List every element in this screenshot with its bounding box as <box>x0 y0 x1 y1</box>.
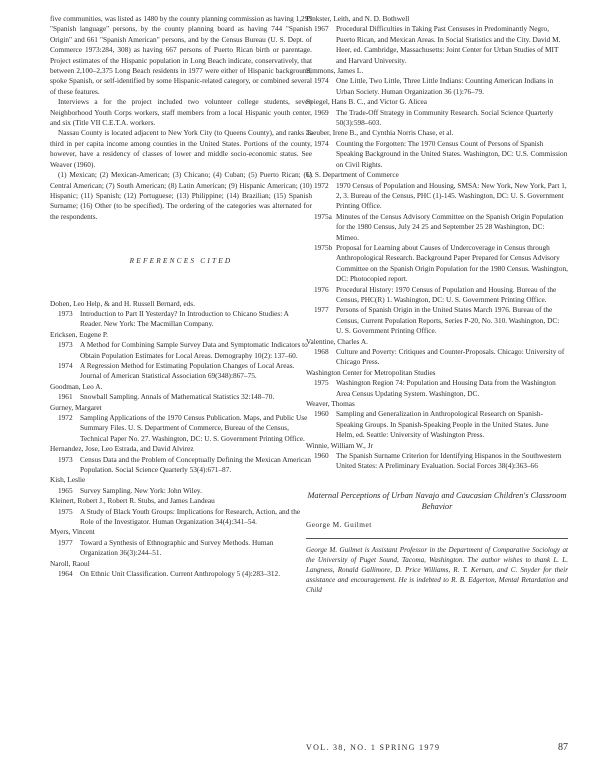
reference-author: Myers, Vincent <box>50 527 95 537</box>
reference-year: 1974 <box>58 360 73 370</box>
reference-year: 1975a <box>314 211 332 221</box>
reference-author: Winnie, William W., Jr <box>306 440 373 450</box>
reference-author: Hernandez, Jose, Leo Estrada, and David Alvirez <box>50 444 194 454</box>
reference-year: 1964 <box>58 569 73 579</box>
reference-item <box>306 305 568 336</box>
reference-year: 1976 <box>314 284 329 294</box>
reference-text: Procedural Difficulties in Taking Past Censuses in Predominantly Negro, Puerto Rican, and Mexican Areas. In Social Statistics and the City. David M. Heer, ed. Cambridge, Massachusetts: Joint Center for Urban Studies of MIT and Harvard University. <box>336 24 561 65</box>
reference-author: Weaver, Thomas <box>306 399 355 409</box>
reference-year: 1960 <box>314 409 329 419</box>
reference-year: 1965 <box>58 485 73 495</box>
reference-year: 1967 <box>314 24 329 34</box>
reference-year: 1961 <box>58 392 73 402</box>
notes-paragraph: Interviews a for the project included two volunteer college students, seven Neighborhood Youth Corps workers, staff members from a local Hispanic youth center, and six (Title VII C.E.T.A. workers. <box>50 97 312 128</box>
reference-text: Census Data and the Problem of Conceptually Defining the Mexican American Population. Social Science Quarterly 53(4):671–87. <box>80 454 312 475</box>
reference-author: Valentine, Charles A. <box>306 336 369 346</box>
reference-entry <box>306 368 568 399</box>
reference-entry <box>306 337 568 368</box>
reference-item <box>50 413 312 444</box>
reference-year: 1975b <box>314 242 333 252</box>
reference-entry <box>50 559 312 580</box>
reference-item <box>50 507 312 528</box>
reference-author: Pinkster, Leith, and N. D. Bothwell <box>306 14 410 23</box>
reference-text: The Trade-Off Strategy in Community Research. Social Science Quarterly 50(3):598–603. <box>336 107 554 128</box>
reference-author: Naroll, Raoul <box>50 558 90 568</box>
reference-text: Washington Region 74: Population and Housing Data from the Washington Area Census Updating System. Washington, DC. <box>336 378 556 398</box>
reference-item <box>306 378 568 399</box>
reference-entry <box>306 14 568 66</box>
reference-entry <box>306 170 568 337</box>
reference-entry <box>306 128 568 170</box>
reference-item <box>50 309 312 330</box>
notes-paragraph: (1) Mexican; (2) Mexican-American; (3) Chicano; (4) Cuban; (5) Puerto Rican; (6) Central American; (7) South American; (8) Latin American; (9) Hispanic American; (10) Hispanic; (11) Spanish; (12) Portuguese; (13) Philippine; (14) Brazilian; (15) Spanish Surname; (16) Other (to be specified). The ordering of the categories was alternated for the respondents. <box>50 170 312 221</box>
reference-item <box>306 76 568 97</box>
page-footer <box>306 742 568 753</box>
reference-year: 1974 <box>314 76 329 86</box>
reference-item <box>50 455 312 476</box>
reference-author: Washington Center for Metropolitan Studies <box>306 367 436 377</box>
reference-text: Counting the Forgotten: The 1970 Census Count of Persons of Spanish Speaking Background in the United States. Washington, DC: U.S. Commission on Civil Rights. <box>336 138 568 169</box>
reference-item <box>50 392 312 402</box>
reference-author: Kleinert, Robert J., Robert R. Stubs, and James Landeau <box>50 496 215 506</box>
reference-text: Culture and Poverty: Critiques and Counter-Proposals. Chicago: University of Chicago Press. <box>336 347 565 367</box>
reference-list-right <box>306 14 568 472</box>
reference-item <box>50 340 312 361</box>
left-column <box>50 14 312 580</box>
reference-year: 1969 <box>314 107 329 117</box>
reference-year: 1977 <box>314 305 329 315</box>
reference-year: 1974 <box>314 138 329 148</box>
reference-text: Sampling and Generalization in Anthropological Research on Spanish-Speaking Groups. In Spanish-Speaking People in the United States. June Helm, ed. Seattle: University of Washington Press. <box>336 409 549 440</box>
journal-issue: VOL. 38, NO. 1 SPRING 1979 <box>306 743 441 752</box>
reference-text: Procedural History: 1970 Census of Population and Housing. Bureau of the Census, PHC(R) 1. Washington, DC: U. S. Government Printing Office. <box>336 284 557 304</box>
reference-year: 1973 <box>58 308 73 318</box>
reference-entry <box>50 299 312 330</box>
author-bio: George M. Guilmet is Assistant Professor in the Department of Comparative Sociology at the University of Puget Sound, Tacoma, Washington. The author wishes to thank L. L. Langness, Ronald Gallimore, D. Price Williams, R. T. Kernan, and C. Snyder for their assistance and encouragement. He is indebted to R. B. Edgerton, Mental Retardation and Child <box>306 546 568 595</box>
reference-author: Taeuber, Irene B., and Cynthia Norris Chase, et al. <box>306 128 454 138</box>
reference-text: Persons of Spanish Origin in the United States March 1976. Bureau of the Census, Current Population Reports, Series P-20, No. 310. Washington, DC: U. S. Government Printing Office. <box>336 305 560 336</box>
reference-author: Dohen, Leo Help, & and H. Russell Bernard, eds. <box>50 298 195 308</box>
reference-year: 1972 <box>314 180 329 190</box>
right-column <box>306 14 568 595</box>
reference-year: 1975 <box>314 378 329 388</box>
reference-entry <box>50 444 312 475</box>
reference-item <box>50 361 312 382</box>
reference-text: Minutes of the Census Advisory Committee on the Spanish Origin Population for the 1980 Census, July 24 25 and September 25 28 Washington, DC: Mimeo. <box>336 211 564 242</box>
reference-entry <box>50 382 312 403</box>
reference-text: One Little, Two Little, Three Little Indians: Counting American Indians in Urban Society. Human Organization 36 (1):76–79. <box>336 76 554 96</box>
reference-text: 1970 Census of Population and Housing, SMSA: New York, New York, Part 1, 2, 3. Bureau of the Census, PHC (1)-145. Washington, DC: U. S. Government Printing Office. <box>336 180 567 211</box>
reference-item <box>306 347 568 368</box>
reference-item <box>306 24 568 66</box>
reference-author: Kish, Leslie <box>50 475 86 485</box>
divider-rule <box>306 538 568 539</box>
article-byline: George M. Guilmet <box>306 519 372 529</box>
reference-text: On Ethnic Unit Classification. Current Anthropology 5 (4):283–312. <box>80 569 281 579</box>
reference-item <box>50 569 312 579</box>
reference-list-left <box>50 299 312 580</box>
reference-year: 1972 <box>58 413 73 422</box>
reference-author: Spiegel, Hans B. C., and Victor G. Alicea <box>306 97 428 107</box>
reference-text: Snowball Sampling. Annals of Mathematical Statistics 32:148–70. <box>80 392 275 402</box>
reference-author: Ericksen, Eugene P. <box>50 329 108 339</box>
page-number: 87 <box>558 742 568 753</box>
reference-year: 1973 <box>58 454 73 464</box>
reference-entry <box>306 66 568 97</box>
article-title: Maternal Perceptions of Urban Navajo and Caucasian Children's Classroom Behavior <box>307 490 567 511</box>
reference-text: A Study of Black Youth Groups: Implications for Research, Action, and the Role of the Investigator. Human Organization 34(4):341–54. <box>80 506 301 527</box>
next-article <box>306 490 568 595</box>
reference-author: U. S. Department of Commerce <box>306 170 399 180</box>
reference-item <box>50 486 312 496</box>
references-heading: REFERENCES CITED <box>129 256 233 266</box>
reference-author: Simmons, James L. <box>306 66 364 76</box>
reference-item <box>306 108 568 129</box>
reference-entry <box>306 97 568 128</box>
reference-item <box>50 538 312 559</box>
reference-entry <box>50 330 312 382</box>
reference-text: Sampling Applications of the 1970 Census Publication. Maps, and Public Use Summary Files. U. S. Department of Commerce, Bureau of the Census, Technical Paper No. 27. Washington, DC: U. S. Government Printing Office. <box>80 413 308 443</box>
reference-entry <box>306 441 568 472</box>
reference-year: 1977 <box>58 537 73 547</box>
reference-text: Survey Sampling. New York: John Wiley. <box>80 485 202 495</box>
reference-entry <box>306 399 568 441</box>
reference-year: 1975 <box>58 506 73 516</box>
reference-year: 1960 <box>314 451 329 461</box>
reference-text: Introduction to Part II Yesterday? In Introduction to Chicano Studies: A Reader. New York: The Macmillan Company. <box>80 308 289 329</box>
reference-item <box>306 243 568 285</box>
reference-entry <box>50 475 312 496</box>
reference-year: 1968 <box>314 347 329 356</box>
reference-year: 1973 <box>58 340 73 350</box>
notes-paragraph: Nassau County is located adjacent to New York City (to Queens County), and ranks as third in per capita income among counties in the United States. Portions of the county, however, have a residency of classes of lower and middle socio-economic status. See Weaver (1960). <box>50 128 312 169</box>
reference-text: Proposal for Learning about Causes of Undercoverage in Census through Anthropological Research. Background Paper Prepared for Census Advisory Committee on the Spanish Origin Population for the 1980 Census. Washington, DC: Photocopied report. <box>336 242 568 284</box>
reference-text: A Method for Combining Sample Survey Data and Symptomatic Indicators to Obtain Population Estimates for Local Areas. Demography 10(2): 137–60. <box>80 340 308 360</box>
reference-author: Goodman, Leo A. <box>50 381 103 391</box>
notes-paragraph: five communities, was listed as 1480 by the county planning commission as having 1,293 "Spanish language" persons, by the county planning board as having 744 "Spanish Origin" and 661 "Spanish American" persons, and by the Census Bureau (U. S. Dept. of Commerce 1973:284, 308) as having 667 persons of Puerto Rican birth or parentage. Project estimates of the Hispanic population in Long Beach indicate, conservatively, that between 2,100–2,375 Long Beach residents in 1977 were either of Hispanic background, spoke Spanish, or self-identified by some Hispanic-related category, or combined several of these features. <box>50 14 312 96</box>
reference-item <box>306 451 568 472</box>
reference-item <box>306 212 568 243</box>
reference-text: Toward a Synthesis of Ethnographic and Survey Methods. Human Organization 36(3):244–51. <box>80 537 274 558</box>
reference-author: Gurney, Margaret <box>50 402 102 412</box>
reference-item <box>306 181 568 212</box>
reference-entry <box>50 496 312 527</box>
reference-entry <box>50 403 312 445</box>
reference-text: A Regression Method for Estimating Population Changes of Local Areas. Journal of American Statistical Association 69(348):867–75. <box>80 360 295 381</box>
reference-text: The Spanish Surname Criterion for Identifying Hispanos in the Southwestern United States: A Preliminary Evaluation. Social Forces 38(4):363–66 <box>336 451 562 471</box>
reference-item <box>306 285 568 306</box>
reference-item <box>306 409 568 440</box>
reference-entry <box>50 527 312 558</box>
reference-item <box>306 139 568 170</box>
